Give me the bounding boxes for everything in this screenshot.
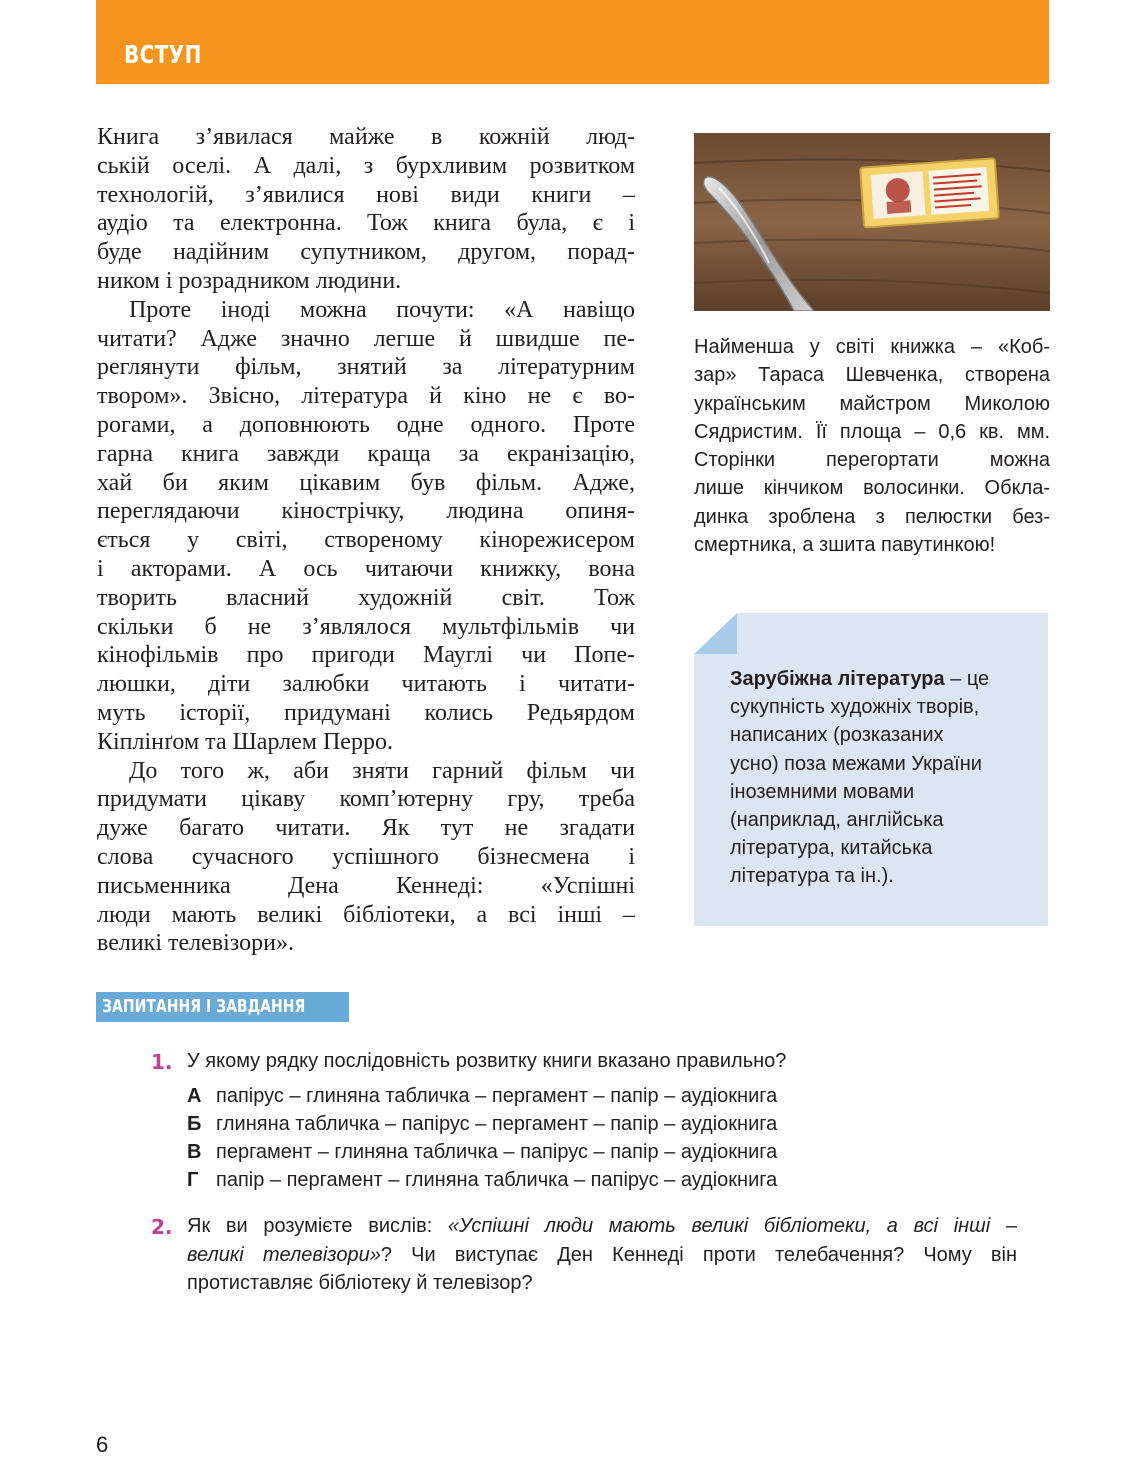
caption-line: українським майстром Миколою bbox=[694, 392, 1050, 415]
main-text-line: ється у світі, створеному кінорежисером bbox=[97, 527, 635, 554]
photo-caption bbox=[694, 333, 1050, 559]
section-title: ВСТУП bbox=[124, 40, 202, 69]
definition-box bbox=[694, 613, 1048, 926]
main-text-line: люди мають великі бібліотеки, а всі інші – bbox=[97, 901, 635, 928]
main-text-line: письменника Дена Кеннеді: «Успішні bbox=[97, 872, 635, 899]
main-text-line: технологій, з’явилися нові види книги – bbox=[97, 181, 635, 208]
question-2-line-3: протиставляє бібліотеку й телевізор? bbox=[187, 1272, 533, 1294]
q2-quote-1: «Успішні люди мають великі бібліотеки, а всі інші – bbox=[447, 1215, 1017, 1237]
caption-line: лише кінчиком волосинки. Обкла- bbox=[694, 477, 1050, 500]
caption-line: смертника, а зшита павутинкою! bbox=[694, 534, 996, 557]
question-1-text bbox=[187, 1047, 1049, 1076]
main-text-line: кінофільмів про пригоди Мауглі чи Попе- bbox=[97, 642, 635, 669]
option-b bbox=[187, 1113, 777, 1136]
main-text-line: рогами, а доповнюють одне одного. Проте bbox=[97, 411, 635, 438]
definition-line: сукупність художніх творів, bbox=[730, 696, 980, 719]
definition-line: література, китайська bbox=[730, 837, 933, 860]
main-text-line: буде надійним супутником, другом, порад- bbox=[97, 239, 635, 266]
question-2-line-2 bbox=[187, 1241, 1017, 1270]
option-text: папір – пергамент – глиняна табличка – папірус – аудіокнига bbox=[216, 1169, 778, 1191]
questions-section-title: ЗАПИТАННЯ І ЗАВДАННЯ bbox=[102, 996, 306, 1017]
main-text-line: люшки, діти залюбки читають і читати- bbox=[97, 671, 635, 698]
main-text-line: Проте іноді можна почути: «А навіщо bbox=[129, 296, 635, 323]
caption-line: Найменша у світі книжка – «Коб- bbox=[694, 336, 1050, 358]
caption-line: Сядристим. Її площа – 0,6 кв. мм. bbox=[694, 420, 1050, 443]
question-2-number: 2. bbox=[151, 1215, 173, 1239]
question-1-line: У якому рядку послідовність розвитку книги вказано правильно? bbox=[187, 1050, 787, 1072]
main-text-line: аудіо та електронна. Тож книга була, є і bbox=[97, 210, 635, 237]
main-text-line: Книга з’явилася майже в кожній люд- bbox=[97, 124, 635, 150]
caption-line: динка зроблена з пелюстки без- bbox=[694, 505, 1050, 528]
main-text-line: хай би яким цікавим був фільм. Адже, bbox=[97, 469, 635, 496]
page-number: 6 bbox=[96, 1432, 109, 1457]
definition-line: іноземними мовами bbox=[730, 780, 915, 803]
main-text-line: гарна книга завжди краща за екранізацію, bbox=[97, 440, 635, 467]
option-letter: А bbox=[187, 1085, 202, 1107]
caption-line: зар» Тараса Шевченка, створена bbox=[694, 364, 1050, 387]
main-text-line: великі телевізори». bbox=[97, 930, 294, 957]
header-bar bbox=[96, 0, 1049, 84]
option-a bbox=[187, 1085, 777, 1108]
definition-term: Зарубіжна література bbox=[730, 668, 945, 690]
question-1-number: 1. bbox=[151, 1050, 173, 1074]
q2-quote-2: великі телевізори» bbox=[187, 1243, 381, 1266]
definition-line: усно) поза межами України bbox=[730, 752, 982, 775]
q2-plain-1: Як ви розумієте вислів: bbox=[187, 1215, 448, 1237]
main-text-line: Кіплінґом та Шарлем Перро. bbox=[97, 728, 393, 755]
main-text-line: муть історії, придумані колись Редьярдом bbox=[97, 699, 635, 726]
option-letter: В bbox=[187, 1141, 202, 1163]
main-text-line: ській оселі. А далі, з бурхливим розвитком bbox=[97, 152, 635, 179]
definition-line: (наприклад, англійська bbox=[730, 808, 944, 831]
definition-line: написаних (розказаних bbox=[730, 724, 944, 747]
kobzar-book-photo bbox=[694, 133, 1050, 311]
question-2-text bbox=[187, 1212, 1017, 1298]
option-letter: Г bbox=[187, 1169, 199, 1191]
definition-line: література та ін.). bbox=[730, 865, 894, 888]
main-text-line: читати? Адже значно легше й швидше пе- bbox=[97, 325, 635, 352]
option-text: папірус – глиняна табличка – пергамент – папір – аудіокнига bbox=[216, 1085, 778, 1107]
main-text-line: ником і розрадником людини. bbox=[97, 267, 402, 294]
main-text-line: слова сучасного успішного бізнесмена і bbox=[97, 843, 635, 870]
main-text-line: скільки б не з’являлося мультфільмів чи bbox=[97, 613, 635, 640]
definition-text bbox=[730, 665, 1030, 891]
main-text-line: дуже багато читати. Як тут не згадати bbox=[97, 815, 635, 842]
main-text-line: До того ж, аби зняти гарний фільм чи bbox=[129, 757, 635, 784]
option-d bbox=[187, 1169, 777, 1192]
option-text: глиняна табличка – папірус – пергамент – папір – аудіокнига bbox=[216, 1113, 778, 1135]
main-text-line: і акторами. А ось читаючи книжку, вона bbox=[97, 555, 635, 582]
main-text-line: переглядаючи кінострічку, людина опиня- bbox=[97, 498, 635, 525]
corner-fold-icon bbox=[694, 613, 737, 654]
questions-section-badge bbox=[96, 992, 349, 1022]
main-text-line: реглянути фільм, знятий за літературним bbox=[97, 354, 635, 381]
caption-line: Сторінки перегортати можна bbox=[694, 449, 1050, 472]
main-text-line: творить власний художній світ. Тож bbox=[97, 584, 635, 611]
main-text bbox=[97, 123, 635, 958]
q2-plain-2: ? Чи виступає Ден Кеннеді проти телебачення? Чому він bbox=[380, 1243, 1017, 1266]
main-text-line: придумати цікаву комп’ютерну гру, треба bbox=[97, 786, 635, 813]
definition-line-text: – це bbox=[944, 668, 990, 690]
main-text-line: твором». Звісно, література й кіно не є во- bbox=[97, 383, 635, 410]
definition-line bbox=[730, 665, 1030, 693]
option-letter: Б bbox=[187, 1113, 202, 1135]
option-c bbox=[187, 1141, 777, 1164]
option-text: пергамент – глиняна табличка – папірус – папір – аудіокнига bbox=[216, 1141, 778, 1163]
question-2-line-1 bbox=[187, 1212, 1017, 1241]
